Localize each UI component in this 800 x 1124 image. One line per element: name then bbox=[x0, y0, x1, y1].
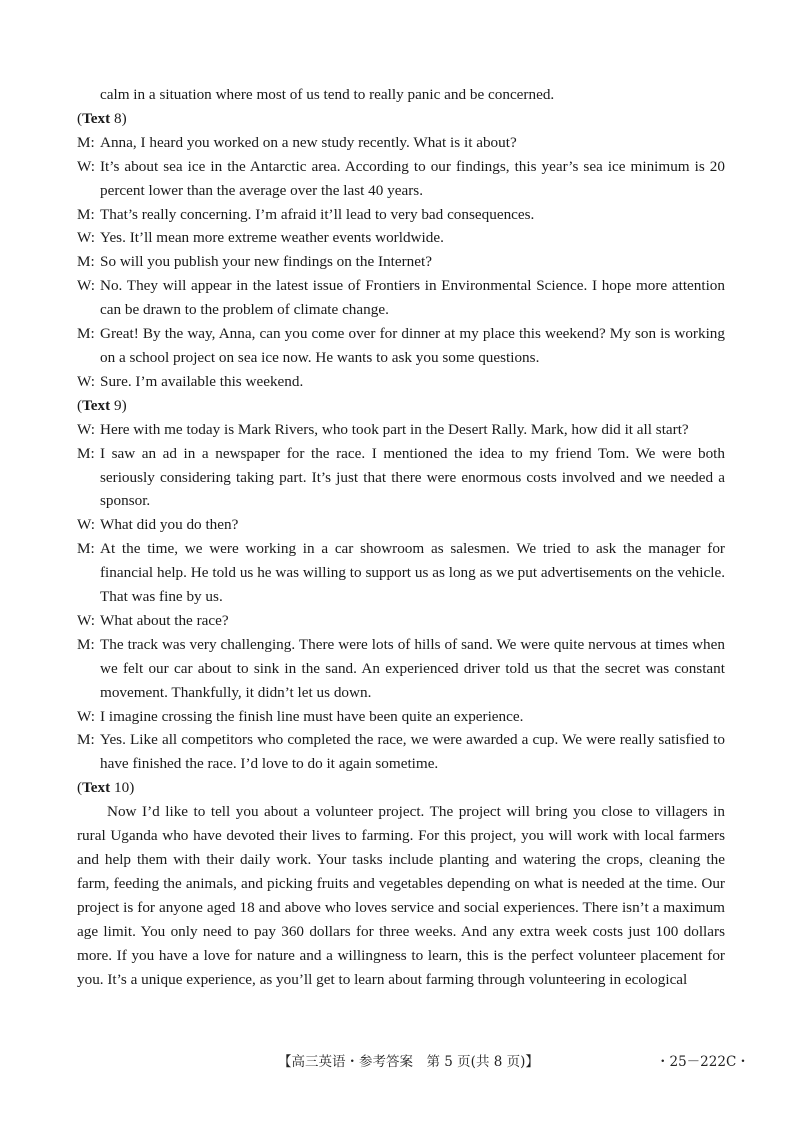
section-number: 8 bbox=[114, 109, 122, 127]
dialogue-turn bbox=[77, 513, 725, 537]
section-text-9 bbox=[77, 418, 725, 777]
dialogue-turn bbox=[77, 203, 725, 227]
dialogue-turn bbox=[77, 226, 725, 250]
speaker-label: M: bbox=[77, 253, 95, 271]
footer-title: 【高三英语・参考答案 第 5 页(共 8 页)】 bbox=[278, 1054, 539, 1070]
speaker-label: W: bbox=[77, 516, 95, 534]
speaker-label: M: bbox=[77, 731, 95, 749]
document-page bbox=[77, 83, 725, 991]
section-number: 10 bbox=[114, 779, 130, 797]
speaker-label: M: bbox=[77, 205, 95, 223]
turn-text: Sure. I’m available this weekend. bbox=[100, 372, 304, 390]
section-text-8 bbox=[77, 131, 725, 394]
footer-code: ・25－222C・ bbox=[656, 1054, 750, 1070]
turn-text: At the time, we were working in a car showroom as salesmen. We tried to ask the manager for financial help. He told us he was willing to support us as long as we put advertisements on the vehicle. That was fine by us. bbox=[100, 540, 725, 606]
speaker-label: M: bbox=[77, 635, 95, 653]
turn-text: Great! By the way, Anna, can you come over for dinner at my place this weekend? My son is working on a school project on sea ice now. He wants to ask you some questions. bbox=[100, 325, 725, 366]
turn-text: It’s about sea ice in the Antarctic area. According to our findings, this year’s sea ice minimum is 20 percent lower than the average over the last 40 years. bbox=[100, 157, 725, 199]
dialogue-turn bbox=[77, 155, 725, 203]
monologue-paragraph: Now I’d like to tell you about a volunteer project. The project will bring you close to villagers in rural Uganda who have devoted their lives to farming. For this project, you will work with local farmers and help them with their daily work. Your tasks include planting and watering the crops, cleaning the farm, feeding the animals, and picking fruits and vegetables depending on what is needed at the time. Our project is for anyone aged 18 and above who loves service and social experiences. There isn’t a maximum age limit. You only need to pay 360 dollars for three weeks. And any extra week costs just 100 dollars more. If you have a love for nature and a willingness to learn, this is the perfect volunteer placement for you. It’s a unique experience, as you’ll get to learn about farming through volunteering in ecological bbox=[77, 803, 725, 988]
turn-text: Anna, I heard you worked on a new study recently. What is it about? bbox=[100, 133, 517, 151]
dialogue-turn bbox=[77, 728, 725, 776]
speaker-label: M: bbox=[77, 325, 95, 343]
speaker-label: W: bbox=[77, 277, 95, 295]
turn-text: What about the race? bbox=[100, 611, 229, 629]
dialogue-turn bbox=[77, 370, 725, 394]
turn-text: That’s really concerning. I’m afraid it’ll lead to very bad consequences. bbox=[100, 205, 535, 223]
turn-text: Yes. It’ll mean more extreme weather events worldwide. bbox=[100, 229, 444, 247]
dialogue-turn bbox=[77, 418, 725, 442]
turn-text: The track was very challenging. There were lots of hills of sand. We were quite nervous at times when we felt our car about to sink in the sand. An experienced driver told us that the secret was constant movement. Thankfully, it didn’t let us down. bbox=[100, 635, 725, 701]
dialogue-turn bbox=[77, 442, 725, 514]
section-number: 9 bbox=[114, 396, 122, 414]
dialogue-turn bbox=[77, 705, 725, 729]
speaker-label: W: bbox=[77, 372, 95, 390]
speaker-label: W: bbox=[77, 229, 95, 247]
continuation-line: calm in a situation where most of us tend to really panic and be concerned. bbox=[100, 86, 555, 103]
dialogue-turn bbox=[77, 322, 725, 370]
turn-text: I saw an ad in a newspaper for the race. I mentioned the idea to my friend Tom. We were both seriously considering taking part. It’s just that there were enormous costs involved and we needed a sponsor. bbox=[100, 444, 725, 510]
dialogue-turn bbox=[77, 250, 725, 274]
section-heading-text-10: (Text 10) bbox=[77, 779, 135, 797]
section-label: Text bbox=[82, 396, 111, 414]
speaker-label: M: bbox=[77, 444, 95, 462]
turn-text: I imagine crossing the finish line must have been quite an experience. bbox=[100, 707, 524, 725]
speaker-label: W: bbox=[77, 157, 95, 175]
speaker-label: M: bbox=[77, 540, 95, 558]
speaker-label: W: bbox=[77, 707, 95, 725]
section-label: Text bbox=[82, 109, 111, 127]
speaker-label: W: bbox=[77, 611, 95, 629]
turn-text: Here with me today is Mark Rivers, who took part in the Desert Rally. Mark, how did it all start? bbox=[100, 420, 689, 438]
section-label: Text bbox=[82, 779, 111, 797]
dialogue-turn bbox=[77, 633, 725, 705]
dialogue-turn bbox=[77, 274, 725, 322]
dialogue-turn bbox=[77, 609, 725, 633]
dialogue-turn bbox=[77, 131, 725, 155]
turn-text: No. They will appear in the latest issue of Frontiers in Environmental Science. I hope more attention can be drawn to the problem of climate change. bbox=[100, 277, 725, 319]
section-heading-text-9: (Text 9) bbox=[77, 396, 127, 414]
section-heading-text-8: (Text 8) bbox=[77, 109, 127, 127]
turn-text: So will you publish your new findings on the Internet? bbox=[100, 253, 432, 271]
dialogue-turn bbox=[77, 537, 725, 609]
turn-text: What did you do then? bbox=[100, 516, 239, 534]
speaker-label: W: bbox=[77, 420, 95, 438]
turn-text: Yes. Like all competitors who completed the race, we were awarded a cup. We were really satisfied to have finished the race. I’d love to do it again sometime. bbox=[100, 731, 725, 773]
speaker-label: M: bbox=[77, 133, 95, 151]
